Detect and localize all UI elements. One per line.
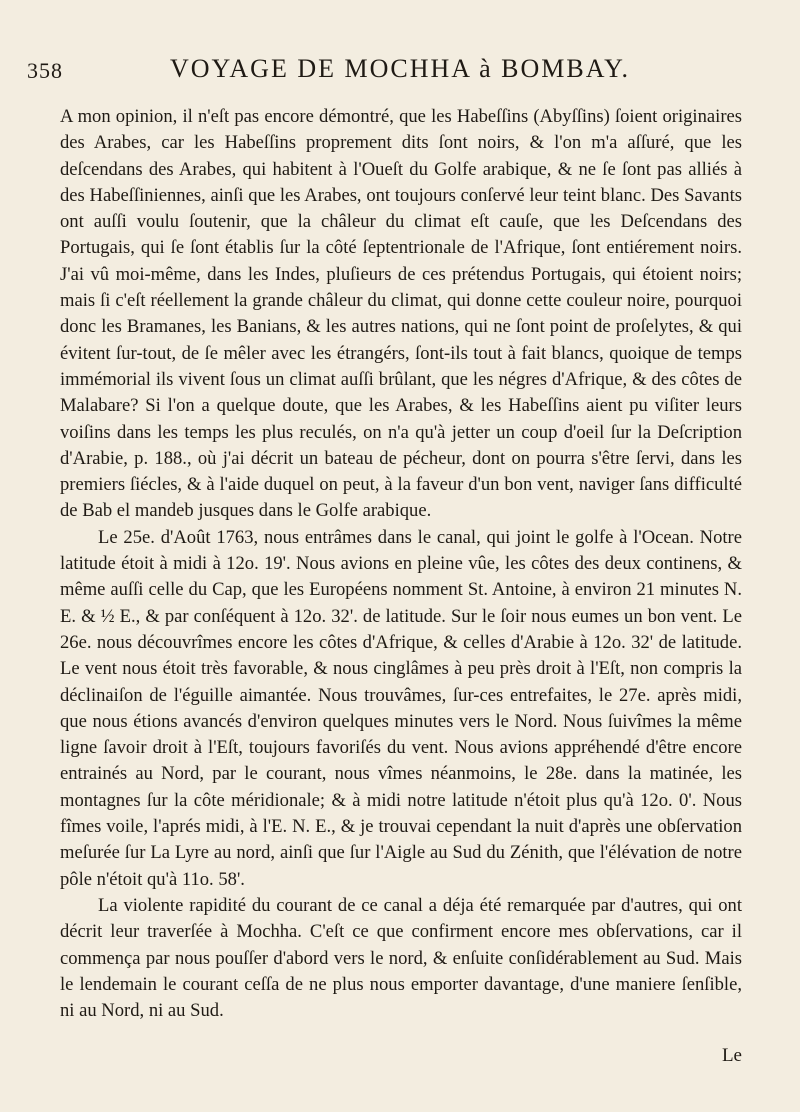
paragraph-3: La violente rapidité du courant de ce canal a déja été remarquée par d'autres, qui ont décrit leur traverſée à Mochha. C'eſt ce que confirment encore mes obſervations, car il commença par nous pouſſer d'abord vers le nord, & enſuite conſidérablement au Sud. Mais le lendemain le courant ceſſa de ne plus nous emporter davantage, d'une maniere ſenſible, ni au Nord, ni au Sud.	[60, 894, 742, 1022]
body-text	[60, 104, 742, 1024]
paragraph-2: Le 25e. d'Août 1763, nous entrâmes dans le canal, qui joint le golfe à l'Ocean. Notre latitude étoit à midi à 12o. 19'. Nous avions en pleine vûe, les côtes des deux continens, & même auſſi celle du Cap, que les Européens nomment St. Antoine, à environ 21 minutes N. E. & ½ E., & par conſéquent à 12o. 32'. de latitude. Sur le ſoir nous eumes un bon vent. Le 26e. nous découvrîmes encore les côtes d'Afrique, & celles d'Arabie à 12o. 32' de latitude. Le vent nous étoit très favorable, & nous cinglâmes à peu près droit à l'Eſt, non compris la déclinaiſon de l'éguille aimantée. Nous trouvâmes, ſur-ces entrefaites, le 27e. après midi, que nous étions avancés d'environ quelques minutes vers le Nord. Nous ſuivîmes la même ligne ſavoir droit à l'Eſt, toujours favoriſés du vent. Nous avions appréhendé d'être encore entrainés au Nord, par le courant, nous vîmes néanmoins, le 28e. dans la matinée, les montagnes ſur la côte méridionale; & à midi notre latitude n'étoit plus qu'à 12o. 0'. Nous fîmes voile, l'aprés midi, à l'E. N. E., & je trouvai cependant la nuit d'après une obſervation meſurée ſur La Lyre au nord, ainſi que ſur l'Aigle au Sud du Zénith, que l'élévation de notre pôle n'étoit qu'à 11o. 58'.	[60, 526, 742, 890]
running-title: VOYAGE DE MOCHHA à BOMBAY.	[169, 54, 631, 83]
paragraph-1: A mon opinion, il n'eſt pas encore démontré, que les Habeſſins (Abyſſins) ſoient originaires des Arabes, car les Habeſſins proprement dits ſont noirs, & l'on m'a aſſuré, que les deſcendans des Arabes, qui habitent à l'Oueſt du Golfe arabique, & ne ſe ſont pas alliés à des Habeſſiniennes, ainſi que les Arabes, ont toujours conſervé leur teint blanc. Des Savants ont auſſi voulu ſoutenir, que la châleur du climat eſt cauſe, que les Deſcendans des Portugais, qui ſe ſont établis ſur la côté ſeptentrionale de l'Afrique, ſont entiérement noirs. J'ai vû moi-même, dans les Indes, pluſieurs de ces prétendus Portugais, qui étoient noirs; mais ſi c'eſt réellement la grande châleur du climat, qui donne cette couleur noire, pourquoi donc les Bramanes, les Banians, & les autres nations, qui ne ſont point de proſelytes, & qui évitent ſur-tout, de ſe mêler avec les étrangérs, ſont-ils tout à fait blancs, quoique de temps immémorial ils vivent ſous un climat auſſi brûlant, que les négres d'Afrique, & des côtes de Malabare? Si l'on a quelque doute, que les Arabes, & les Habeſſins aient pu viſiter leurs voiſins dans les temps les plus reculés, on n'a qu'à jetter un coup d'oeil ſur la Deſcription d'Arabie, p. 188., où j'ai décrit un bateau de pécheur, dont on pourra s'être ſervi, dans les premiers ſiécles, & à l'aide duquel on peut, à la faveur d'un bon vent, naviger ſans difficulté de Bab el mandeb jusques dans le Golfe arabique.	[60, 106, 742, 522]
page-number: 358	[27, 58, 63, 83]
catchword: Le	[721, 1045, 742, 1066]
